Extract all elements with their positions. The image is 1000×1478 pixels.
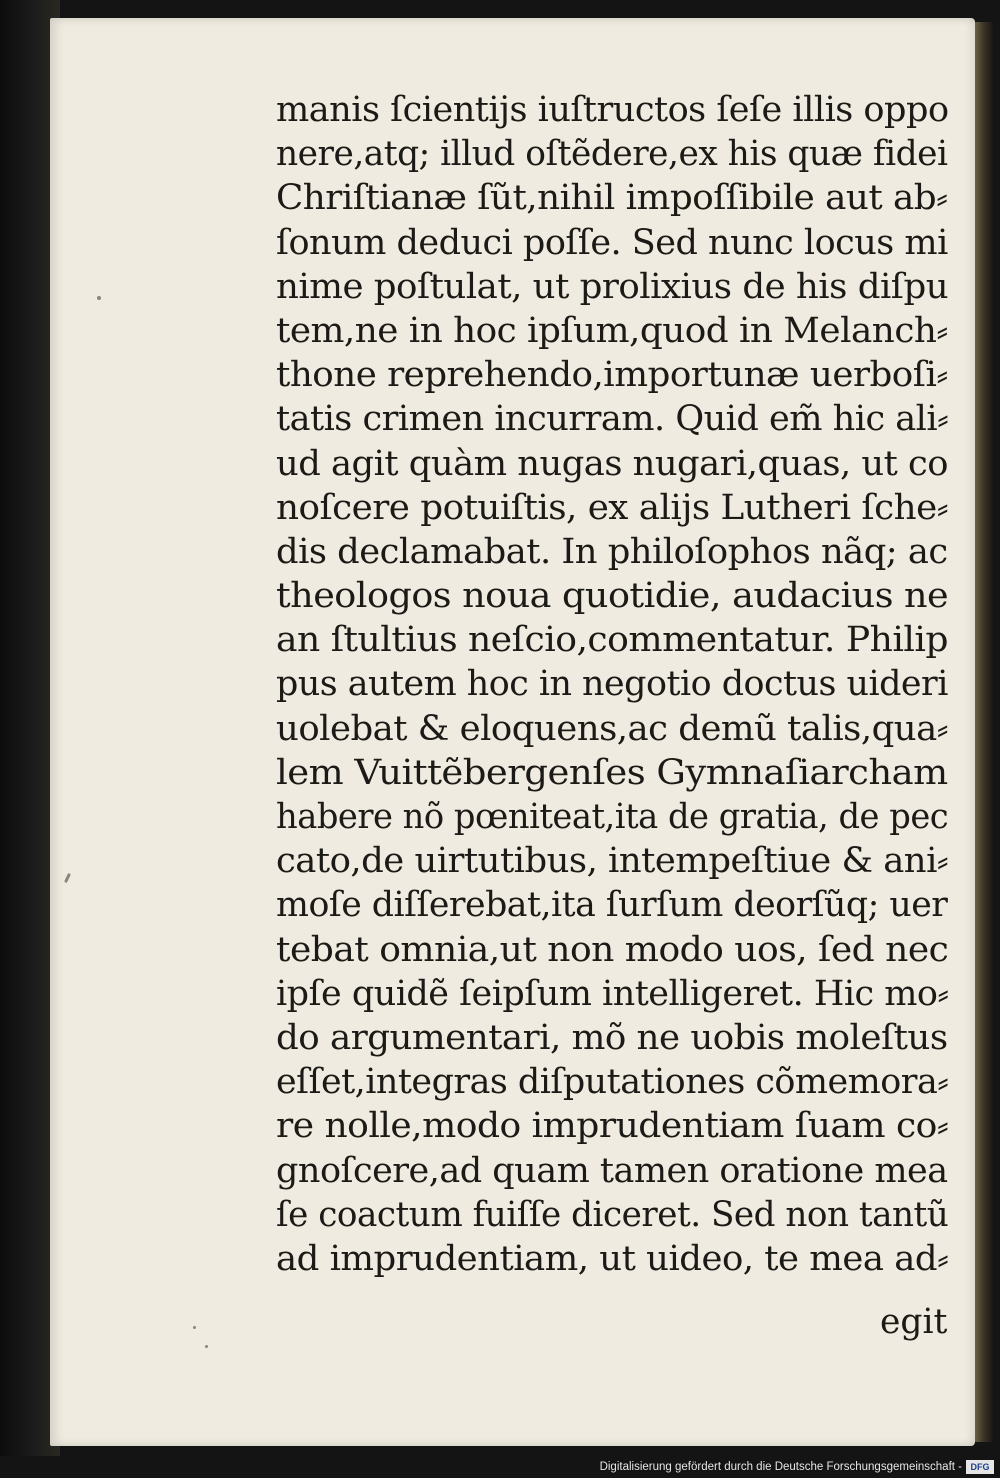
text-line: thone reprehendo,importunæ uerboſi⸗	[276, 355, 948, 396]
dfg-logo: DFG	[966, 1460, 994, 1474]
text-line: dis declamabat. In philoſophos nãq; ac	[276, 531, 948, 572]
text-line: do argumentari, mõ ne uobis moleſtus	[276, 1017, 948, 1058]
text-line: theologos noua quotidie, audacius ne	[276, 576, 949, 617]
text-line: ſonum deduci poſſe. Sed nunc locus mi	[276, 222, 948, 263]
paper-speck	[64, 873, 71, 883]
text-line: tebat omnia,ut non modo uos, ſed nec	[276, 929, 949, 970]
text-line: pus autem hoc in negotio doctus uideri	[276, 664, 948, 705]
page-edge	[975, 22, 993, 1442]
text-line: cato,de uirtutibus, intempeſtiue & ani⸗	[276, 841, 949, 882]
text-line: ud agit quàm nugas nugari,quas, ut co	[276, 443, 948, 484]
text-line: tem,ne in hoc ipſum,quod in Melanch⸗	[276, 310, 948, 351]
paper-speck	[205, 1345, 208, 1348]
text-line: manis ſcientijs iuſtructos ſeſe illis oppo	[276, 90, 949, 130]
text-line: ipſe quidẽ ſeipſum intelligeret. Hic mo⸗	[276, 973, 949, 1014]
text-line: an ſtultius neſcio,commentatur. Philip	[276, 620, 949, 661]
text-line: gnoſcere,ad quam tamen oratione mea	[276, 1150, 948, 1191]
paper-speck	[193, 1326, 196, 1329]
text-line: eſſet,integras diſputationes cõmemora⸗	[276, 1062, 949, 1103]
paper-speck	[97, 296, 101, 300]
text-line: noſcere potuiſtis, ex alijs Lutheri ſche⸗	[276, 487, 949, 528]
text-line: nime poſtulat, ut prolixius de his diſpu	[276, 266, 949, 307]
text-line: lem Vuittẽbergenſes Gymnaſiarcham	[276, 752, 948, 793]
text-line: ſe coactum fuiſſe diceret. Sed non tantũ	[276, 1194, 949, 1235]
funding-credit: Digitalisierung gefördert durch die Deutsche Forschungsgemeinschaft -	[599, 1461, 962, 1473]
page-text	[276, 88, 956, 1281]
text-line: habere nõ pœniteat,ita de gratia, de pec	[276, 797, 949, 837]
text-line: tatis crimen incurram. Quid em̃ hic ali⸗	[276, 399, 949, 440]
text-line: ad imprudentiam, ut uideo, te mea ad⸗	[276, 1238, 949, 1279]
catchword: egit	[880, 1302, 948, 1342]
text-line: Chriſtianæ ſũt,nihil impoſſibile aut ab⸗	[276, 178, 948, 219]
text-line: moſe diſſerebat,ita ſurſum deorſũq; uer	[276, 885, 948, 926]
text-line: uolebat & eloquens,ac demũ talis,qua⸗	[276, 708, 949, 749]
text-line: re nolle,modo imprudentiam ſuam co⸗	[276, 1106, 949, 1147]
text-line: nere,atq; illud oſtẽdere,ex his quæ fidei	[276, 134, 948, 175]
